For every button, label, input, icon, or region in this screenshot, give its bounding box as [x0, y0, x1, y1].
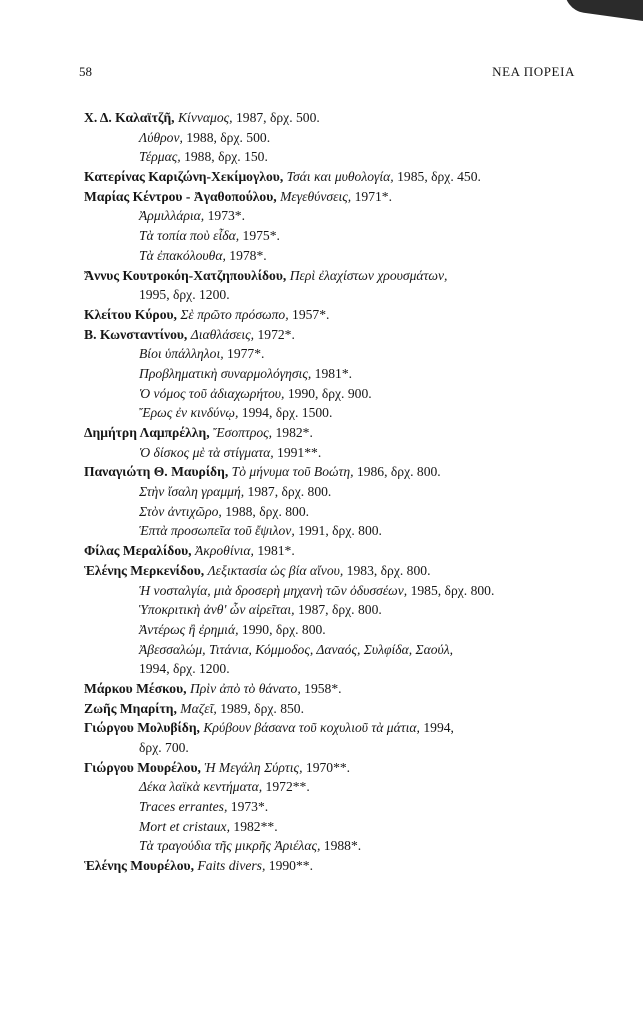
scan-edge-mark [562, 0, 643, 22]
continuation-line [84, 344, 584, 364]
publication-details: 1971*. [354, 188, 392, 204]
continuation-line [84, 797, 584, 817]
continuation-line [84, 581, 584, 601]
work-title: Περὶ ἐλαχίστων χρουσμάτων, [289, 267, 448, 283]
work-title: Ἀρμιλλάρια, [139, 208, 205, 224]
continuation-line [84, 620, 584, 640]
work-title: Δέκα λαϊκὰ κεντήματα, [139, 779, 263, 795]
work-title: Λεξικτασία ὡς βία αἴνου, [207, 562, 344, 578]
work-title: Ἀβεσσαλώμ, Τιτάνια, Κόμμοδος, Δαναός, Συλφίδα, Σαούλ, [139, 641, 454, 657]
work-title: Στὸν ἀντιχῶρο, [139, 503, 222, 519]
entry-line [84, 325, 584, 345]
work-title: Ὑποκριτικὴ ἀνθ' ὧν αἱρεῖται, [139, 602, 295, 618]
author-name: Ζωῆς Μηαρίτη, [84, 700, 177, 716]
continuation-line [84, 502, 584, 522]
work-title: Ὁ δίσκος μὲ τὰ στίγματα, [139, 444, 274, 460]
work-title: Ἡ νοσταλγία, μιὰ δροσερὴ μηχανὴ τῶν ὀδυσσέων, [139, 582, 408, 598]
bibliography-list [84, 108, 584, 876]
publication-details: 1994, δρχ. 1200. [139, 661, 230, 677]
entry-line [84, 561, 584, 581]
publication-details: 1991, δρχ. 800. [298, 523, 382, 539]
work-title: Ἀκροθίνια, [195, 543, 254, 559]
publication-details: 1995, δρχ. 1200. [139, 287, 230, 303]
continuation-line [84, 640, 584, 660]
continuation-line [84, 521, 584, 541]
work-title: Ἔρως ἐν κινδύνῳ, [139, 405, 239, 421]
page-number: 58 [79, 64, 92, 79]
work-title: Διαθλάσεις, [190, 326, 255, 342]
continuation-line [84, 817, 584, 837]
work-title: Σὲ πρῶτο πρόσωπο, [180, 306, 289, 322]
continuation-line [84, 206, 584, 226]
author-name: Μαρίας Κέντρου - Ἀγαθοπούλου, [84, 188, 277, 204]
entry-line [84, 718, 584, 738]
entry-line [84, 187, 584, 207]
publication-details: 1988, δρχ. 800. [225, 503, 310, 519]
entry-line [84, 758, 584, 778]
work-title: Τσάι και μυθολογία, [286, 169, 394, 185]
work-title: Mort et cristaux, [139, 818, 230, 834]
entry-line [84, 699, 584, 719]
publication-details: 1985, δρχ. 450. [397, 169, 481, 185]
author-name: Κλείτου Κύρου, [84, 306, 177, 322]
author-name: Γιώργου Μουρέλου, [84, 759, 201, 775]
continuation-line [84, 777, 584, 797]
publication-details: 1988*. [323, 838, 362, 854]
work-title: Ὁ νόμος τοῦ ἀδιαχωρήτου, [139, 385, 285, 401]
author-name: Β. Κωνσταντίνου, [84, 326, 188, 342]
publication-details: 1983, δρχ. 800. [346, 562, 431, 578]
continuation-line [84, 443, 584, 463]
publication-details: 1986, δρχ. 800. [356, 464, 441, 480]
work-title: Ἑπτὰ προσωπεῖα τοῦ ἔψιλον, [139, 523, 295, 539]
continuation-line [84, 128, 584, 148]
work-title: Τὸ μήνυμα τοῦ Βοώτη, [231, 464, 354, 480]
continuation-line [84, 659, 584, 679]
author-name: Μάρκου Μέσκου, [84, 680, 187, 696]
publication-details: 1987, δρχ. 800. [297, 602, 382, 618]
publication-details: 1987, δρχ. 800. [247, 484, 332, 500]
publication-details: 1978*. [229, 247, 267, 263]
entry-line [84, 305, 584, 325]
work-title: Λύθρον, [139, 129, 183, 145]
work-title: Traces errantes, [139, 799, 228, 815]
author-name: Ἄννυς Κουτροκόη-Χατζηπουλίδου, [84, 267, 287, 283]
continuation-line [84, 600, 584, 620]
work-title: Τέρμας, [139, 149, 181, 165]
entry-line [84, 423, 584, 443]
work-title: Μαζεῖ, [180, 700, 217, 716]
work-title: Κίνναμος, [177, 110, 233, 125]
publication-details: 1958*. [304, 680, 342, 696]
continuation-line [84, 246, 584, 266]
publication-details: 1990**. [268, 858, 313, 874]
publication-details: 1981*. [314, 365, 353, 381]
author-name: Χ. Δ. Καλαϊτζῆ, [84, 110, 175, 125]
continuation-line [84, 226, 584, 246]
publication-details: 1988, δρχ. 500. [186, 129, 271, 145]
work-title: Τὰ ἐπακόλουθα, [139, 247, 226, 263]
work-title: Ἀντέρως ἢ ἐρημιά, [139, 621, 239, 637]
continuation-line [84, 836, 584, 856]
work-title: Faits divers, [197, 858, 266, 874]
entry-line [84, 462, 584, 482]
continuation-line [84, 147, 584, 167]
publication-details: 1957*. [292, 306, 330, 322]
publication-details: 1994, δρχ. 1500. [241, 405, 333, 421]
entry-line [84, 541, 584, 561]
publication-details: 1991**. [277, 444, 322, 460]
continuation-line [84, 384, 584, 404]
work-title: Πρὶν ἀπὸ τὸ θάνατο, [189, 680, 301, 696]
work-title: Προβληματικὴ συναρμολόγησις, [139, 365, 312, 381]
author-name: Δημήτρη Λαμπρέλλη, [84, 425, 210, 440]
continuation-line [84, 364, 584, 384]
running-head: ΝΕΑ ΠΟΡΕΙΑ [492, 64, 575, 79]
continuation-line [84, 738, 584, 758]
author-name: Ἑλένης Μουρέλου, [84, 858, 194, 874]
work-title: Τὰ τοπία ποὺ εἶδα, [139, 228, 240, 244]
work-title: Στὴν ἴσαλη γραμμή, [139, 484, 245, 500]
entry-line [84, 167, 584, 187]
continuation-line [84, 285, 584, 305]
entry-line [84, 679, 584, 699]
publication-details: 1987, δρχ. 500. [235, 110, 320, 125]
publication-details: 1988, δρχ. 150. [184, 149, 268, 165]
continuation-line [84, 482, 584, 502]
work-title: Τὰ τραγούδια τῆς μικρῆς Ἀριέλας, [139, 838, 321, 854]
publication-details: 1972**. [265, 779, 310, 795]
author-name: Ἑλένης Μερκενίδου, [84, 562, 205, 578]
publication-details: 1990, δρχ. 800. [241, 621, 326, 637]
continuation-line [84, 403, 584, 423]
publication-details: 1972*. [257, 326, 295, 342]
author-name: Γιώργου Μολυβίδη, [84, 720, 200, 736]
publication-details: δρχ. 700. [139, 740, 189, 755]
publication-details: 1982**. [233, 818, 278, 834]
publication-details: 1973*. [230, 799, 269, 815]
work-title: Κρύβουν βάσανα τοῦ κοχυλιοῦ τὰ μάτια, [203, 720, 420, 736]
publication-details: 1982*. [275, 425, 313, 440]
publication-details: 1994, [423, 720, 454, 736]
entry-line [84, 266, 584, 286]
publication-details: 1975*. [242, 228, 280, 244]
work-title: Ἡ Μεγάλη Σύρτις, [204, 759, 303, 775]
publication-details: 1970**. [305, 759, 351, 775]
author-name: Κατερίνας Καριζώνη-Χεκίμογλου, [84, 169, 284, 185]
entry-line [84, 108, 584, 128]
publication-details: 1981*. [257, 543, 295, 559]
work-title: Ἔσοπτρος, [213, 425, 273, 440]
publication-details: 1990, δρχ. 900. [287, 385, 372, 401]
author-name: Φίλας Μεραλίδου, [84, 543, 192, 559]
work-title: Μεγεθύνσεις, [280, 188, 352, 204]
publication-details: 1985, δρχ. 800. [410, 582, 495, 598]
entry-line [84, 856, 584, 876]
publication-details: 1973*. [207, 208, 245, 224]
work-title: Βίοι ὑπάλληλοι, [139, 346, 224, 362]
publication-details: 1989, δρχ. 850. [220, 700, 304, 716]
author-name: Παναγιώτη Θ. Μαυρίδη, [84, 464, 229, 480]
publication-details: 1977*. [227, 346, 265, 362]
